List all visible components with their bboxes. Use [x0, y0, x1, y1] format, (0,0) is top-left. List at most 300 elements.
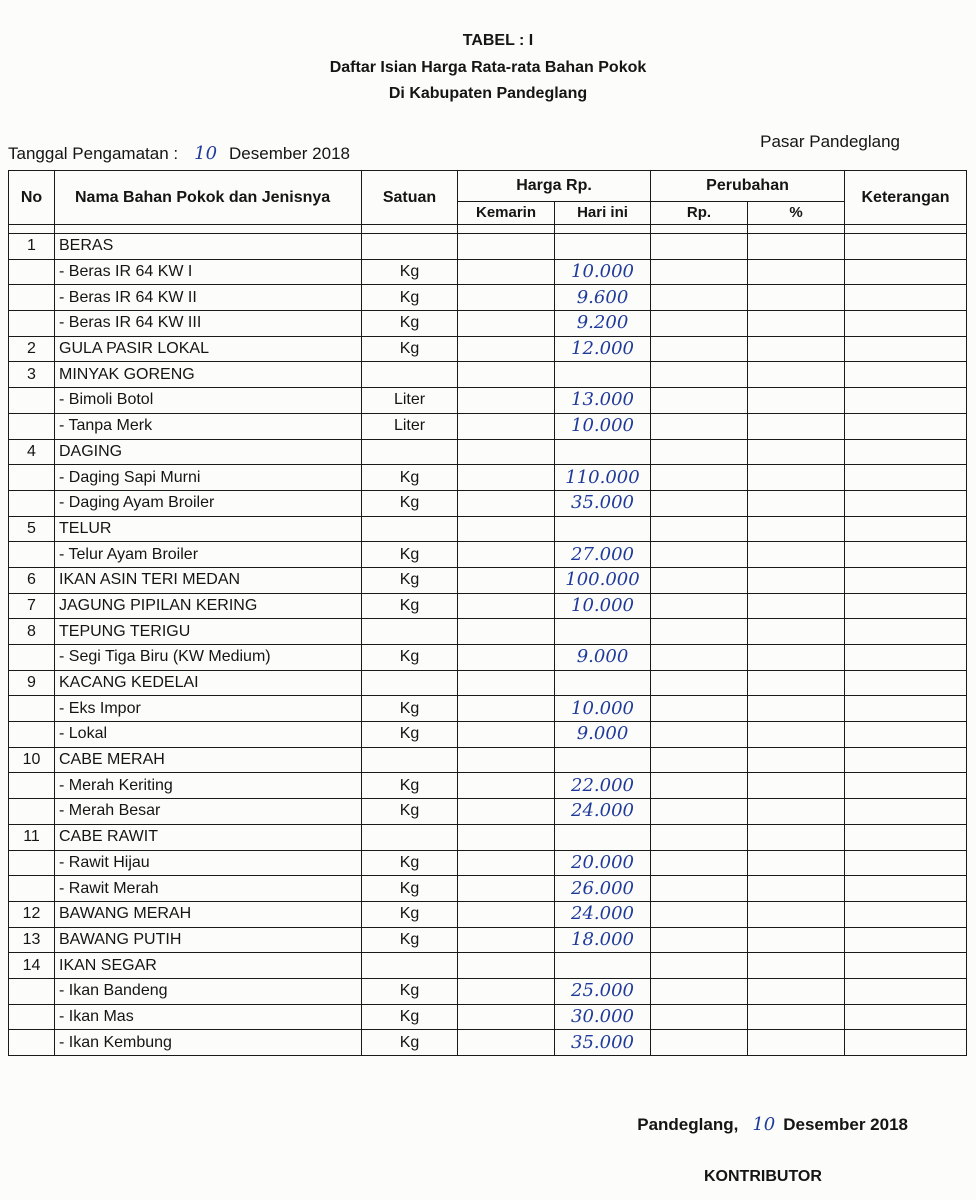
- row-no: [9, 413, 55, 439]
- table-row: [9, 567, 967, 593]
- row-unit: Kg: [362, 465, 458, 491]
- row-name: - Ikan Bandeng: [55, 978, 362, 1004]
- row-today-price: 10.000: [555, 413, 651, 439]
- observation-date: [8, 143, 350, 164]
- row-no: 6: [9, 567, 55, 593]
- table-row: [9, 850, 967, 876]
- row-name: - Rawit Merah: [55, 876, 362, 902]
- row-unit: Kg: [362, 285, 458, 311]
- table-row: [9, 722, 967, 748]
- row-change-rp: [651, 696, 748, 722]
- row-change-rp: [651, 413, 748, 439]
- row-today-price: 100.000: [555, 567, 651, 593]
- row-change-pct: [748, 901, 845, 927]
- row-change-rp: [651, 722, 748, 748]
- row-name: - Daging Sapi Murni: [55, 465, 362, 491]
- row-no: [9, 311, 55, 337]
- row-name: TELUR: [55, 516, 362, 542]
- row-today-price: 35.000: [555, 490, 651, 516]
- row-unit: Kg: [362, 567, 458, 593]
- row-unit: Kg: [362, 1004, 458, 1030]
- row-change-rp: [651, 285, 748, 311]
- row-yesterday-price: [458, 234, 555, 260]
- row-today-price: [555, 362, 651, 388]
- row-yesterday-price: [458, 773, 555, 799]
- row-name: - Segi Tiga Biru (KW Medium): [55, 645, 362, 671]
- table-row: [9, 465, 967, 491]
- table-row: [9, 259, 967, 285]
- row-today-price: 10.000: [555, 593, 651, 619]
- table-row: [9, 362, 967, 388]
- row-no: [9, 1004, 55, 1030]
- row-change-pct: [748, 259, 845, 285]
- row-change-pct: [748, 799, 845, 825]
- row-change-rp: [651, 747, 748, 773]
- row-unit: Kg: [362, 1030, 458, 1056]
- row-yesterday-price: [458, 722, 555, 748]
- row-notes: [845, 773, 967, 799]
- row-unit: Kg: [362, 773, 458, 799]
- row-name: - Bimoli Botol: [55, 388, 362, 414]
- row-change-pct: [748, 670, 845, 696]
- row-yesterday-price: [458, 259, 555, 285]
- row-yesterday-price: [458, 1004, 555, 1030]
- row-notes: [845, 542, 967, 568]
- row-change-pct: [748, 336, 845, 362]
- row-change-rp: [651, 388, 748, 414]
- row-unit: [362, 670, 458, 696]
- row-change-rp: [651, 927, 748, 953]
- row-yesterday-price: [458, 567, 555, 593]
- table-row: [9, 285, 967, 311]
- row-notes: [845, 465, 967, 491]
- row-yesterday-price: [458, 542, 555, 568]
- row-notes: [845, 645, 967, 671]
- table-row: [9, 876, 967, 902]
- table-row: [9, 953, 967, 979]
- row-name: BERAS: [55, 234, 362, 260]
- row-no: [9, 1030, 55, 1056]
- row-change-rp: [651, 978, 748, 1004]
- row-change-rp: [651, 1004, 748, 1030]
- row-unit: Kg: [362, 336, 458, 362]
- row-change-pct: [748, 978, 845, 1004]
- table-row: [9, 542, 967, 568]
- row-yesterday-price: [458, 619, 555, 645]
- row-unit: Kg: [362, 490, 458, 516]
- row-yesterday-price: [458, 696, 555, 722]
- row-change-pct: [748, 362, 845, 388]
- signature-day: 10: [752, 1114, 776, 1135]
- signature-place-date: [637, 1114, 908, 1135]
- row-notes: [845, 362, 967, 388]
- row-yesterday-price: [458, 876, 555, 902]
- row-unit: [362, 234, 458, 260]
- row-name: - Merah Keriting: [55, 773, 362, 799]
- row-name: - Merah Besar: [55, 799, 362, 825]
- row-yesterday-price: [458, 413, 555, 439]
- row-notes: [845, 901, 967, 927]
- row-change-rp: [651, 824, 748, 850]
- row-yesterday-price: [458, 336, 555, 362]
- row-name: - Beras IR 64 KW III: [55, 311, 362, 337]
- row-no: 13: [9, 927, 55, 953]
- row-change-pct: [748, 593, 845, 619]
- row-today-price: 9.000: [555, 722, 651, 748]
- row-yesterday-price: [458, 645, 555, 671]
- row-notes: [845, 285, 967, 311]
- table-row: [9, 311, 967, 337]
- row-name: BAWANG MERAH: [55, 901, 362, 927]
- row-notes: [845, 413, 967, 439]
- row-no: [9, 388, 55, 414]
- header-change-rp: Rp.: [651, 202, 748, 225]
- row-name: - Tanpa Merk: [55, 413, 362, 439]
- row-unit: Kg: [362, 311, 458, 337]
- row-change-pct: [748, 645, 845, 671]
- row-notes: [845, 388, 967, 414]
- row-name: IKAN SEGAR: [55, 953, 362, 979]
- row-unit: [362, 824, 458, 850]
- row-change-rp: [651, 490, 748, 516]
- row-today-price: 25.000: [555, 978, 651, 1004]
- row-notes: [845, 876, 967, 902]
- row-unit: Kg: [362, 876, 458, 902]
- row-unit: Kg: [362, 799, 458, 825]
- row-no: 10: [9, 747, 55, 773]
- row-change-rp: [651, 619, 748, 645]
- header-yesterday: Kemarin: [458, 202, 555, 225]
- row-change-pct: [748, 876, 845, 902]
- row-today-price: [555, 619, 651, 645]
- row-notes: [845, 696, 967, 722]
- row-unit: Kg: [362, 593, 458, 619]
- row-today-price: [555, 234, 651, 260]
- table-row: [9, 619, 967, 645]
- row-change-rp: [651, 799, 748, 825]
- row-today-price: 10.000: [555, 259, 651, 285]
- row-today-price: 27.000: [555, 542, 651, 568]
- row-name: DAGING: [55, 439, 362, 465]
- row-name: BAWANG PUTIH: [55, 927, 362, 953]
- row-change-rp: [651, 362, 748, 388]
- row-change-rp: [651, 465, 748, 491]
- row-yesterday-price: [458, 490, 555, 516]
- row-change-pct: [748, 773, 845, 799]
- row-yesterday-price: [458, 311, 555, 337]
- row-today-price: 35.000: [555, 1030, 651, 1056]
- header-today: Hari ini: [555, 202, 651, 225]
- observation-label: Tanggal Pengamatan :: [8, 144, 179, 163]
- row-notes: [845, 978, 967, 1004]
- signature-month-year: Desember 2018: [783, 1115, 908, 1134]
- row-change-rp: [651, 234, 748, 260]
- row-unit: [362, 619, 458, 645]
- observation-month-year: Desember 2018: [229, 144, 350, 163]
- row-change-pct: [748, 285, 845, 311]
- row-unit: Kg: [362, 850, 458, 876]
- row-yesterday-price: [458, 593, 555, 619]
- row-name: - Beras IR 64 KW I: [55, 259, 362, 285]
- row-name: GULA PASIR LOKAL: [55, 336, 362, 362]
- row-change-pct: [748, 465, 845, 491]
- row-no: 8: [9, 619, 55, 645]
- row-name: MINYAK GORENG: [55, 362, 362, 388]
- table-row: [9, 978, 967, 1004]
- row-no: [9, 850, 55, 876]
- row-notes: [845, 311, 967, 337]
- row-no: 12: [9, 901, 55, 927]
- row-change-rp: [651, 259, 748, 285]
- row-unit: [362, 362, 458, 388]
- row-today-price: 9.200: [555, 311, 651, 337]
- table-row: [9, 696, 967, 722]
- observation-day: 10: [194, 143, 218, 164]
- row-name: JAGUNG PIPILAN KERING: [55, 593, 362, 619]
- row-yesterday-price: [458, 670, 555, 696]
- row-notes: [845, 1030, 967, 1056]
- header-change: Perubahan: [651, 171, 845, 202]
- row-change-rp: [651, 670, 748, 696]
- row-yesterday-price: [458, 1030, 555, 1056]
- row-no: 7: [9, 593, 55, 619]
- table-row: [9, 490, 967, 516]
- table-row: [9, 439, 967, 465]
- row-change-pct: [748, 696, 845, 722]
- row-notes: [845, 516, 967, 542]
- row-notes: [845, 490, 967, 516]
- row-today-price: 110.000: [555, 465, 651, 491]
- row-yesterday-price: [458, 978, 555, 1004]
- row-name: - Beras IR 64 KW II: [55, 285, 362, 311]
- table-body: [9, 225, 967, 1056]
- row-no: 5: [9, 516, 55, 542]
- row-change-pct: [748, 413, 845, 439]
- row-no: [9, 876, 55, 902]
- row-change-pct: [748, 747, 845, 773]
- table-row: [9, 1030, 967, 1056]
- row-name: CABE RAWIT: [55, 824, 362, 850]
- row-yesterday-price: [458, 824, 555, 850]
- row-unit: [362, 439, 458, 465]
- row-no: [9, 259, 55, 285]
- row-no: [9, 542, 55, 568]
- row-change-rp: [651, 516, 748, 542]
- row-change-rp: [651, 850, 748, 876]
- row-no: 3: [9, 362, 55, 388]
- row-name: CABE MERAH: [55, 747, 362, 773]
- row-name: TEPUNG TERIGU: [55, 619, 362, 645]
- row-yesterday-price: [458, 465, 555, 491]
- row-notes: [845, 1004, 967, 1030]
- row-today-price: 26.000: [555, 876, 651, 902]
- signature-place: Pandeglang,: [637, 1115, 739, 1134]
- row-unit: Kg: [362, 542, 458, 568]
- row-today-price: 24.000: [555, 901, 651, 927]
- row-change-pct: [748, 234, 845, 260]
- header-change-pct: %: [748, 202, 845, 225]
- row-change-rp: [651, 439, 748, 465]
- row-name: IKAN ASIN TERI MEDAN: [55, 567, 362, 593]
- row-today-price: [555, 516, 651, 542]
- table-row: [9, 516, 967, 542]
- row-unit: Liter: [362, 388, 458, 414]
- table-row: [9, 593, 967, 619]
- row-yesterday-price: [458, 439, 555, 465]
- row-change-pct: [748, 516, 845, 542]
- row-change-pct: [748, 1004, 845, 1030]
- row-yesterday-price: [458, 850, 555, 876]
- row-change-rp: [651, 773, 748, 799]
- row-name: - Lokal: [55, 722, 362, 748]
- row-no: 14: [9, 953, 55, 979]
- row-notes: [845, 234, 967, 260]
- row-change-pct: [748, 824, 845, 850]
- row-yesterday-price: [458, 953, 555, 979]
- header-price: Harga Rp.: [458, 171, 651, 202]
- row-change-pct: [748, 311, 845, 337]
- row-no: [9, 722, 55, 748]
- table-row: [9, 388, 967, 414]
- row-change-pct: [748, 722, 845, 748]
- row-notes: [845, 670, 967, 696]
- row-today-price: 30.000: [555, 1004, 651, 1030]
- row-unit: [362, 747, 458, 773]
- row-yesterday-price: [458, 516, 555, 542]
- row-today-price: 10.000: [555, 696, 651, 722]
- row-change-rp: [651, 593, 748, 619]
- row-unit: Liter: [362, 413, 458, 439]
- row-name: KACANG KEDELAI: [55, 670, 362, 696]
- market-name: Pasar Pandeglang: [760, 132, 900, 151]
- row-no: [9, 978, 55, 1004]
- row-change-pct: [748, 953, 845, 979]
- row-today-price: [555, 747, 651, 773]
- row-change-rp: [651, 876, 748, 902]
- row-unit: Kg: [362, 901, 458, 927]
- row-no: 11: [9, 824, 55, 850]
- row-no: [9, 696, 55, 722]
- row-change-pct: [748, 542, 845, 568]
- table-row: [9, 336, 967, 362]
- document-title: TABEL : I: [462, 32, 534, 49]
- row-name: - Ikan Mas: [55, 1004, 362, 1030]
- row-unit: Kg: [362, 722, 458, 748]
- row-notes: [845, 439, 967, 465]
- header-no: No: [9, 171, 55, 225]
- row-change-rp: [651, 542, 748, 568]
- table-row: [9, 901, 967, 927]
- row-notes: [845, 927, 967, 953]
- row-change-pct: [748, 850, 845, 876]
- table-row: [9, 747, 967, 773]
- row-change-rp: [651, 567, 748, 593]
- row-change-pct: [748, 927, 845, 953]
- header-unit: Satuan: [362, 171, 458, 225]
- row-name: - Ikan Kembung: [55, 1030, 362, 1056]
- table-row: [9, 234, 967, 260]
- row-no: [9, 799, 55, 825]
- row-notes: [845, 824, 967, 850]
- row-name: - Telur Ayam Broiler: [55, 542, 362, 568]
- row-notes: [845, 336, 967, 362]
- row-change-pct: [748, 567, 845, 593]
- table-row: [9, 670, 967, 696]
- row-change-pct: [748, 490, 845, 516]
- row-notes: [845, 799, 967, 825]
- row-no: 9: [9, 670, 55, 696]
- row-change-rp: [651, 1030, 748, 1056]
- row-no: 4: [9, 439, 55, 465]
- row-no: [9, 465, 55, 491]
- row-today-price: [555, 670, 651, 696]
- row-today-price: 12.000: [555, 336, 651, 362]
- row-yesterday-price: [458, 901, 555, 927]
- row-change-rp: [651, 953, 748, 979]
- row-yesterday-price: [458, 285, 555, 311]
- header-notes: Keterangan: [845, 171, 967, 225]
- row-today-price: [555, 439, 651, 465]
- table-row: [9, 645, 967, 671]
- title-block: [0, 32, 976, 103]
- row-change-rp: [651, 645, 748, 671]
- row-notes: [845, 593, 967, 619]
- document-subtitle: Daftar Isian Harga Rata-rata Bahan Pokok: [329, 59, 647, 76]
- row-today-price: [555, 824, 651, 850]
- row-name: - Eks Impor: [55, 696, 362, 722]
- table-row: [9, 799, 967, 825]
- row-notes: [845, 722, 967, 748]
- row-no: [9, 773, 55, 799]
- table-row: [9, 927, 967, 953]
- row-yesterday-price: [458, 388, 555, 414]
- table-spacer-row: [9, 225, 967, 234]
- signature-role: KONTRIBUTOR: [704, 1168, 822, 1185]
- row-today-price: 9.000: [555, 645, 651, 671]
- table-row: [9, 413, 967, 439]
- row-name: - Daging Ayam Broiler: [55, 490, 362, 516]
- row-notes: [845, 567, 967, 593]
- row-notes: [845, 953, 967, 979]
- row-unit: Kg: [362, 927, 458, 953]
- row-change-rp: [651, 901, 748, 927]
- table-row: [9, 773, 967, 799]
- row-today-price: 20.000: [555, 850, 651, 876]
- row-notes: [845, 619, 967, 645]
- price-table: [8, 170, 967, 1056]
- row-today-price: 22.000: [555, 773, 651, 799]
- table-row: [9, 1004, 967, 1030]
- row-unit: [362, 953, 458, 979]
- row-notes: [845, 850, 967, 876]
- row-change-rp: [651, 336, 748, 362]
- row-yesterday-price: [458, 362, 555, 388]
- row-name: - Rawit Hijau: [55, 850, 362, 876]
- row-no: [9, 490, 55, 516]
- row-no: [9, 285, 55, 311]
- row-yesterday-price: [458, 927, 555, 953]
- row-change-rp: [651, 311, 748, 337]
- row-change-pct: [748, 619, 845, 645]
- row-today-price: 13.000: [555, 388, 651, 414]
- document-region: Di Kabupaten Pandeglang: [388, 85, 588, 102]
- row-change-pct: [748, 439, 845, 465]
- row-today-price: [555, 953, 651, 979]
- row-no: 2: [9, 336, 55, 362]
- row-unit: Kg: [362, 696, 458, 722]
- row-notes: [845, 259, 967, 285]
- header-name: Nama Bahan Pokok dan Jenisnya: [55, 171, 362, 225]
